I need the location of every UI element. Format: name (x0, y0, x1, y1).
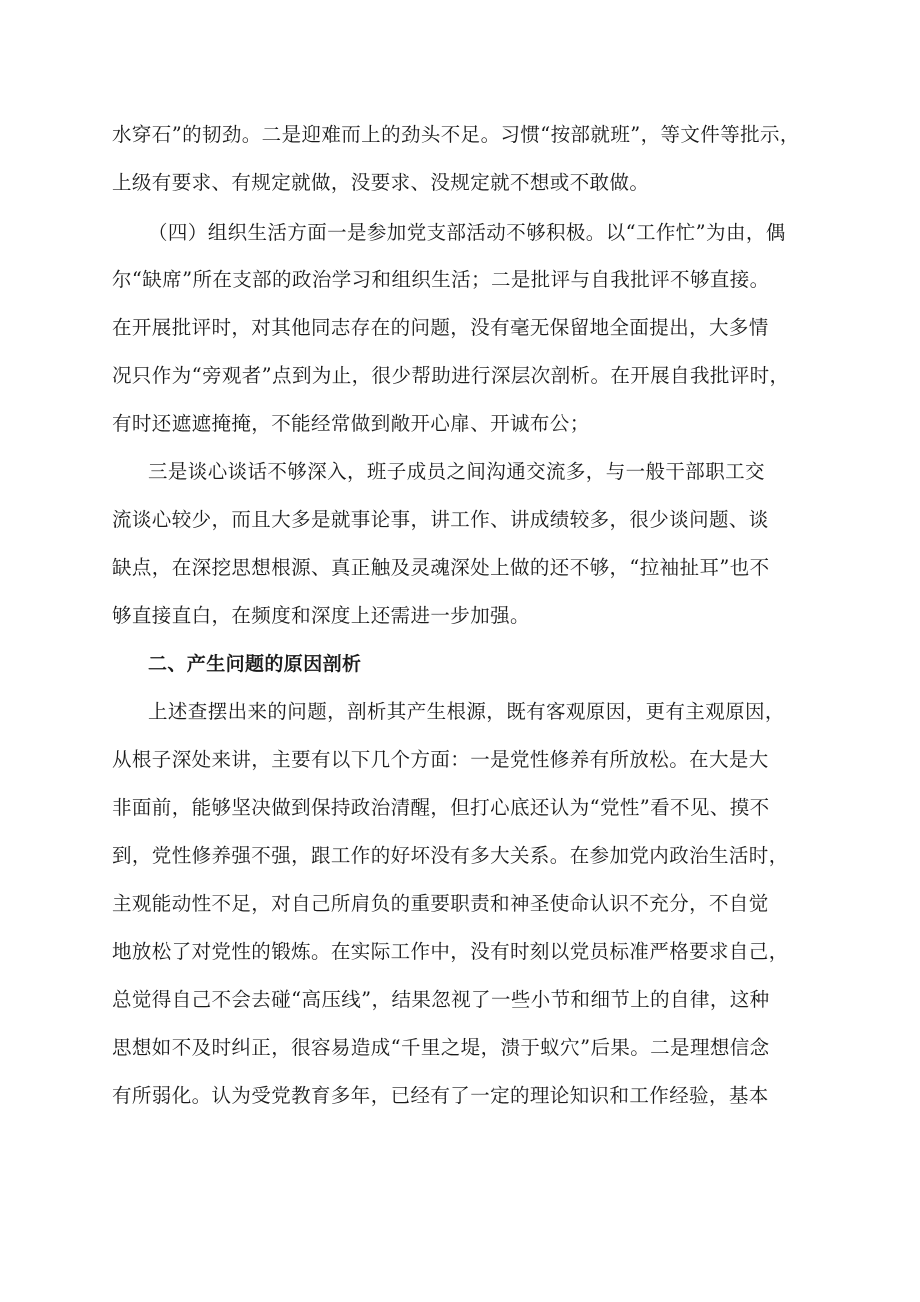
text-line: 有所弱化。认为受党教育多年，已经有了一定的理论知识和工作经验，基本 (112, 1084, 769, 1107)
text-line: 到，党性修养强不强，跟工作的好坏没有多大关系。在参加党内政治生活时， (112, 844, 789, 867)
text-line: 流谈心较少，而且大多是就事论事，讲工作、讲成绩较多，很少谈问题、谈 (112, 508, 769, 531)
text-line: 非面前，能够坚决做到保持政治清醒，但打心底还认为“党性”看不见、摸不 (112, 796, 770, 819)
text-line: 上述查摆出来的问题，剖析其产生根源，既有客观原因，更有主观原因， (148, 700, 785, 723)
text-line: 有时还遮遮掩掩，不能经常做到敞开心扉、开诚布公； (112, 412, 590, 435)
text-line: 从根子深处来讲，主要有以下几个方面：一是党性修养有所放松。在大是大 (112, 748, 769, 771)
text-line: 三是谈心谈话不够深入，班子成员之间沟通交流多，与一般干部职工交 (148, 460, 765, 483)
text-line: 况只作为“旁观者”点到为止，很少帮助进行深层次剖析。在开展自我批评时， (112, 364, 790, 387)
section-heading: 二、产生问题的原因剖析 (148, 653, 362, 675)
text-line: 缺点，在深挖思想根源、真正触及灵魂深处上做的还不够，“拉袖扯耳”也不 (112, 556, 770, 579)
text-line: 水穿石”的韧劲。二是迎难而上的劲头不足。习惯“按部就班”，等文件等批示， (112, 123, 800, 146)
text-line: 够直接直白，在频度和深度上还需进一步加强。 (112, 604, 530, 627)
text-line: 上级有要求、有规定就做，没要求、没规定就不想或不敢做。 (112, 171, 650, 194)
text-line: 思想如不及时纠正，很容易造成“千里之堤，溃于蚁穴”后果。二是理想信念 (112, 1036, 770, 1059)
text-line: 主观能动性不足，对自己所肩负的重要职责和神圣使命认识不充分，不自觉 (112, 892, 769, 915)
text-line: 地放松了对党性的锻炼。在实际工作中，没有时刻以党员标准严格要求自己， (112, 940, 789, 963)
text-line: （四）组织生活方面一是参加党支部活动不够积极。以“工作忙”为由，偶 (148, 221, 786, 244)
text-line: 在开展批评时，对其他同志存在的问题，没有毫无保留地全面提出，大多情 (112, 316, 769, 339)
text-line: 总觉得自己不会去碰“高压线”，结果忽视了一些小节和细节上的自律，这种 (112, 988, 770, 1011)
text-line: 尔“缺席”所在支部的政治学习和组织生活；二是批评与自我批评不够直接。 (112, 268, 770, 291)
